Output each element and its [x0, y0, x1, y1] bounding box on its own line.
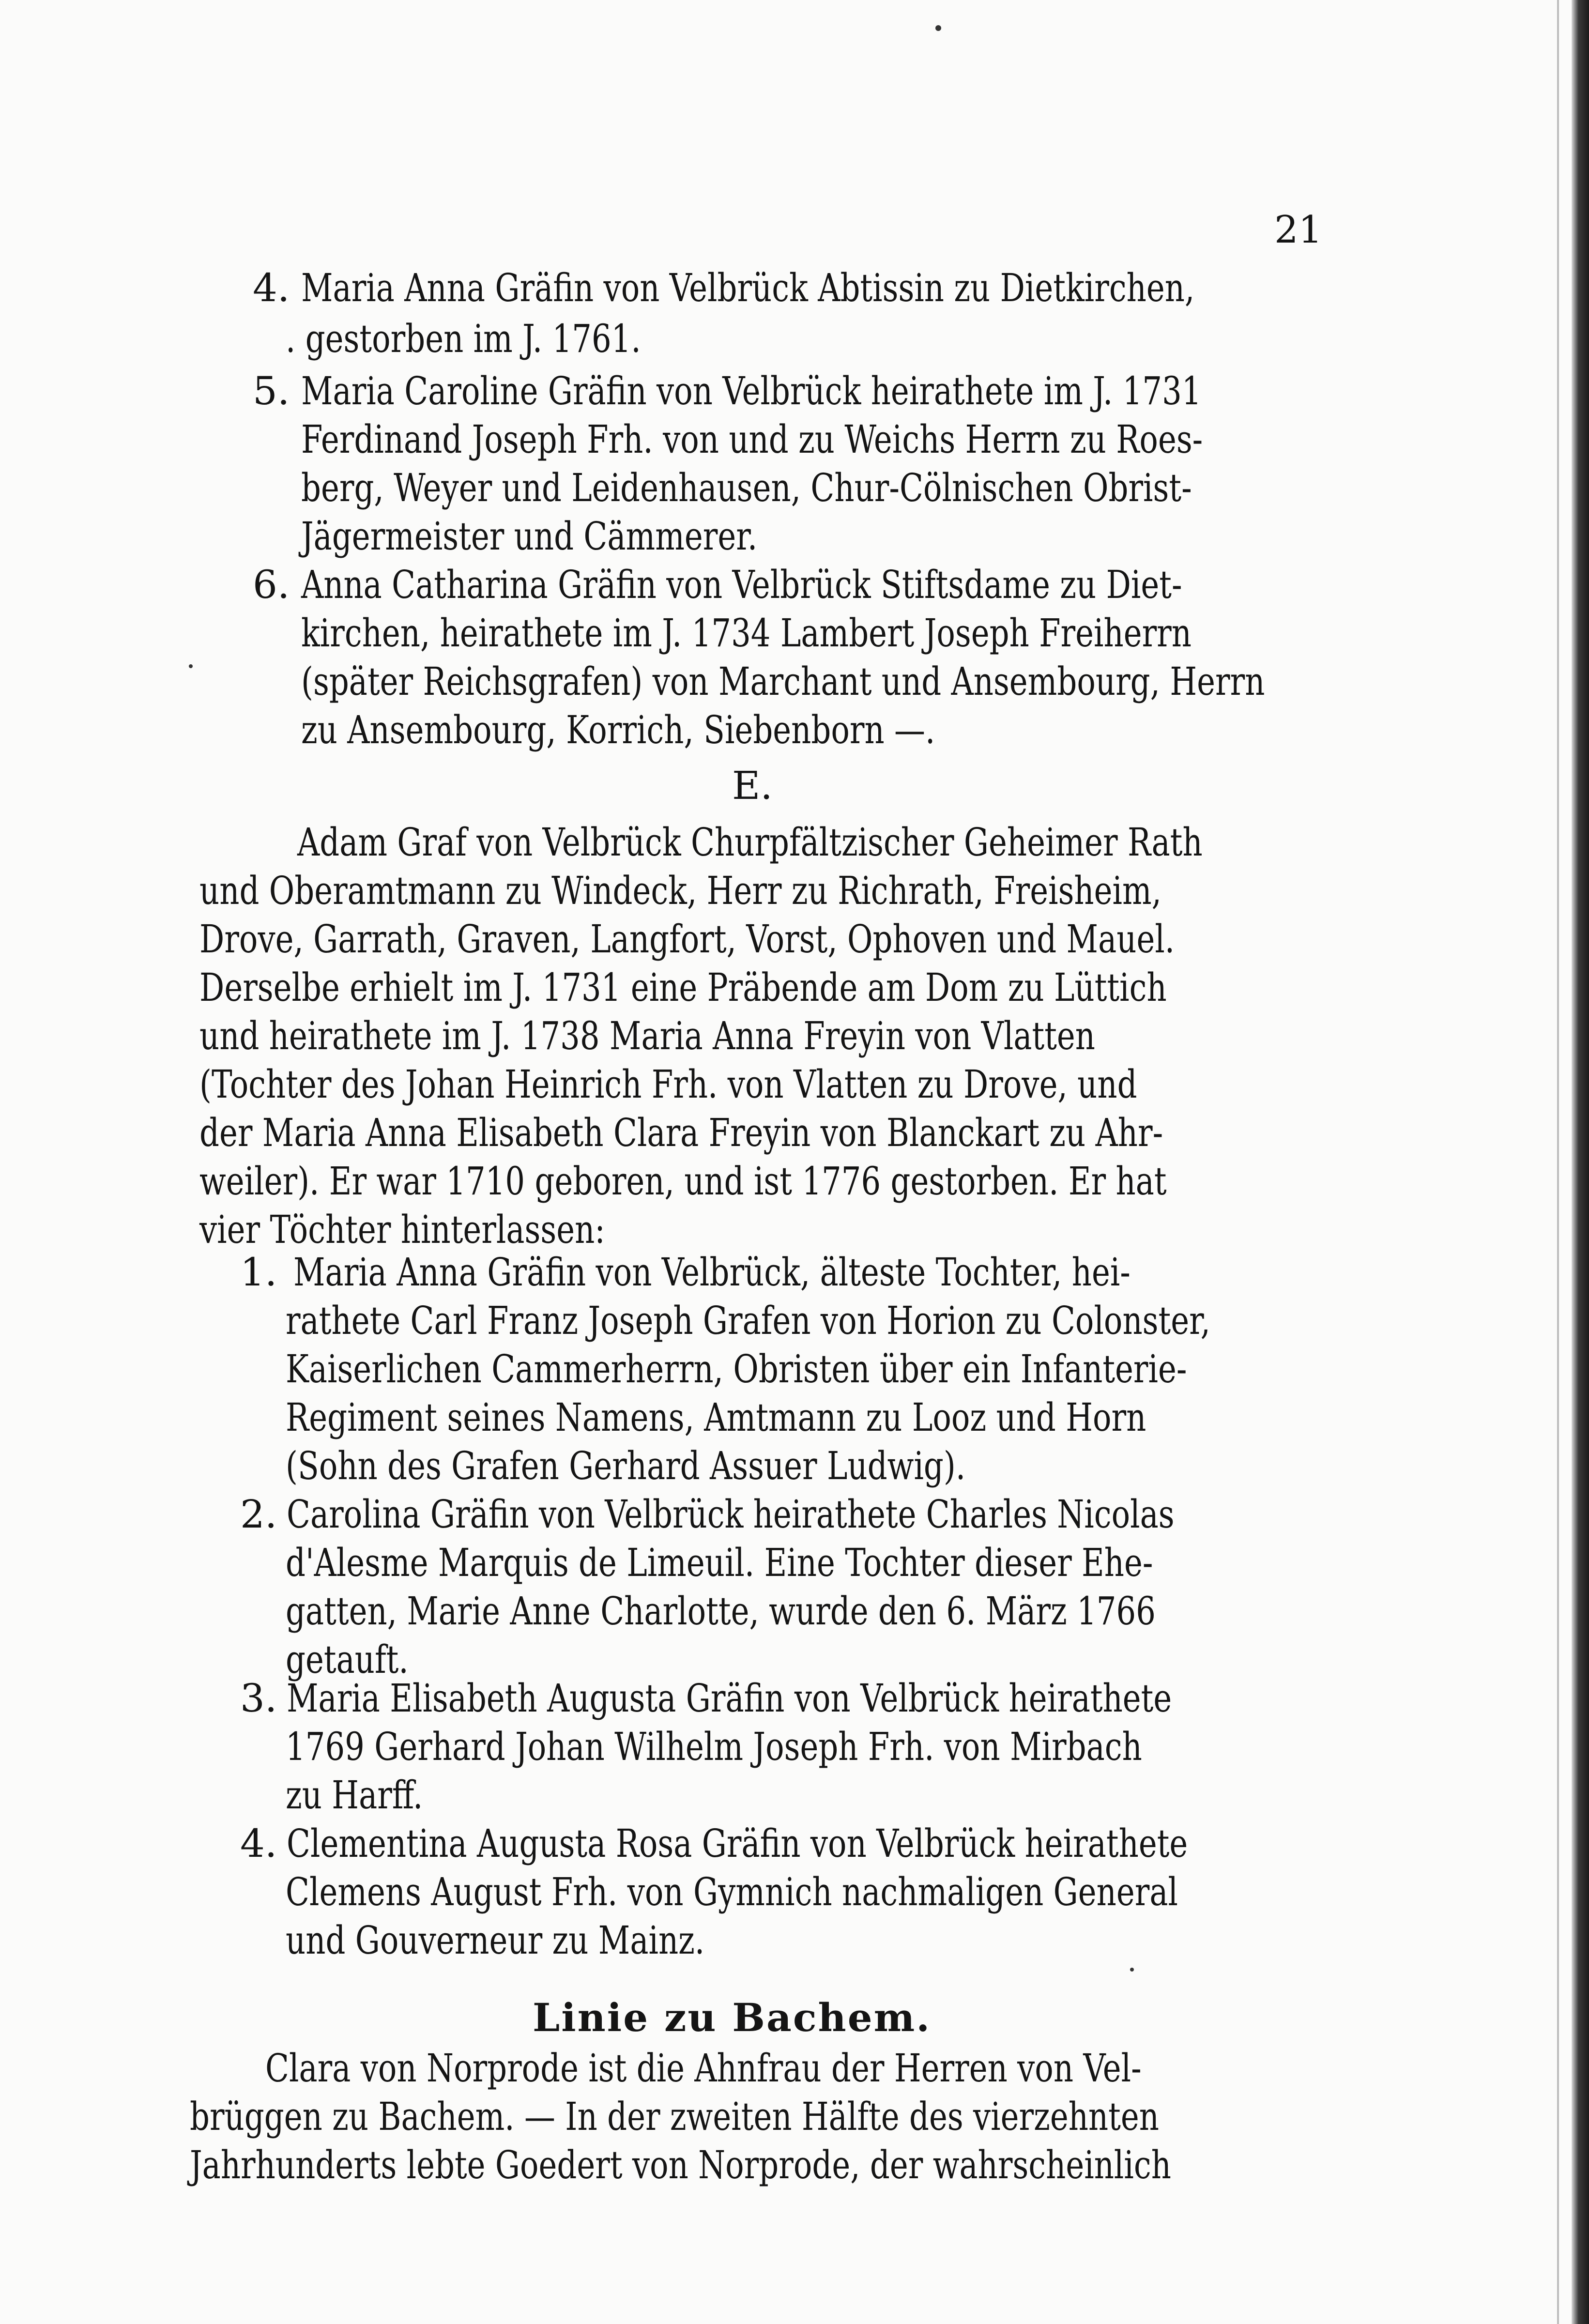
page-number: 21: [1274, 208, 1323, 252]
text-line: (Sohn des Grafen Gerhard Assuer Ludwig).: [286, 1443, 966, 1488]
item-number: 4.: [240, 1821, 277, 1866]
text-line: zu Ansembourg, Korrich, Siebenborn —.: [301, 707, 935, 752]
paragraph-line: vier Töchter hinterlassen:: [199, 1207, 605, 1252]
section-heading: Linie zu Bachem.: [533, 1995, 932, 2040]
page-edge-line: [1557, 0, 1559, 2324]
paragraph-line: Derselbe erhielt im J. 1731 eine Präbende am Dom zu Lüttich: [199, 965, 1167, 1010]
text-line: Maria Caroline Gräfin von Velbrück heirathete im J. 1731: [301, 368, 1202, 413]
section-letter: E.: [732, 763, 773, 808]
item-number: 5.: [253, 368, 290, 413]
text-line: Anna Catharina Gräfin von Velbrück Stiftsdame zu Diet-: [301, 562, 1182, 607]
text-line: . gestorben im J. 1761.: [286, 316, 641, 361]
text-line: Maria Elisabeth Augusta Gräfin von Velbrück heirathete: [287, 1676, 1172, 1721]
text-line: berg, Weyer und Leidenhausen, Chur-Cölnischen Obrist-: [301, 465, 1192, 510]
paragraph-line: und heirathete im J. 1738 Maria Anna Freyin von Vlatten: [199, 1013, 1095, 1058]
item-number: 2.: [240, 1492, 277, 1537]
paragraph-line: brüggen zu Bachem. — In der zweiten Hälfte des vierzehnten: [190, 2094, 1159, 2139]
paragraph-line: Clara von Norprode ist die Ahnfrau der Herren von Vel-: [265, 2046, 1142, 2091]
text-line: 1769 Gerhard Johan Wilhelm Joseph Frh. von Mirbach: [286, 1724, 1142, 1769]
text-line: getauft.: [286, 1637, 409, 1682]
text-line: Clementina Augusta Rosa Gräfin von Velbrück heirathete: [287, 1821, 1188, 1866]
text-line: Maria Anna Gräfin von Velbrück Abtissin zu Dietkirchen,: [301, 265, 1195, 310]
item-number: 3.: [240, 1676, 277, 1721]
text-line: kirchen, heirathete im J. 1734 Lambert Joseph Freiherrn: [301, 611, 1192, 656]
speck: [935, 25, 941, 31]
text-line: d'Alesme Marquis de Limeuil. Eine Tochter dieser Ehe-: [286, 1540, 1153, 1585]
text-line: zu Harff.: [286, 1773, 423, 1818]
speck: [1130, 1968, 1134, 1972]
text-line: gatten, Marie Anne Charlotte, wurde den 6. März 1766: [286, 1589, 1156, 1634]
text-line: Ferdinand Joseph Frh. von und zu Weichs Herrn zu Roes-: [301, 417, 1203, 462]
text-line: Jägermeister und Cämmerer.: [301, 514, 758, 559]
item-number: 4.: [253, 265, 290, 310]
paragraph-line: und Oberamtmann zu Windeck, Herr zu Richrath, Freisheim,: [199, 868, 1161, 913]
text-line: Clemens August Frh. von Gymnich nachmaligen General: [286, 1869, 1178, 1914]
paragraph-line: Jahrhunderts lebte Goedert von Norprode, der wahrscheinlich: [190, 2142, 1171, 2187]
speck: [189, 664, 193, 668]
paragraph-line: Drove, Garrath, Graven, Langfort, Vorst, Ophoven und Mauel.: [199, 917, 1175, 962]
item-number: 1.: [240, 1250, 277, 1295]
text-line: Carolina Gräfin von Velbrück heirathete Charles Nicolas: [287, 1492, 1175, 1537]
item-number: 6.: [253, 562, 290, 607]
text-line: Kaiserlichen Cammerherrn, Obristen über ein Infanterie-: [286, 1346, 1187, 1391]
paragraph-line: der Maria Anna Elisabeth Clara Freyin von Blanckart zu Ahr-: [199, 1110, 1163, 1155]
text-line: (später Reichsgrafen) von Marchant und Ansembourg, Herrn: [301, 659, 1265, 704]
page-edge-shadow: [1572, 0, 1589, 2324]
text-line: Maria Anna Gräfin von Velbrück, älteste Tochter, hei-: [293, 1250, 1131, 1295]
paragraph-line: Adam Graf von Velbrück Churpfältzischer Geheimer Rath: [297, 820, 1203, 865]
text-line: rathete Carl Franz Joseph Grafen von Horion zu Colonster,: [286, 1298, 1210, 1343]
paragraph-line: (Tochter des Johan Heinrich Frh. von Vlatten zu Drove, und: [199, 1062, 1137, 1107]
paragraph-line: weiler). Er war 1710 geboren, und ist 1776 gestorben. Er hat: [199, 1159, 1167, 1204]
text-line: Regiment seines Namens, Amtmann zu Looz und Horn: [286, 1395, 1146, 1440]
text-line: und Gouverneur zu Mainz.: [286, 1918, 705, 1963]
